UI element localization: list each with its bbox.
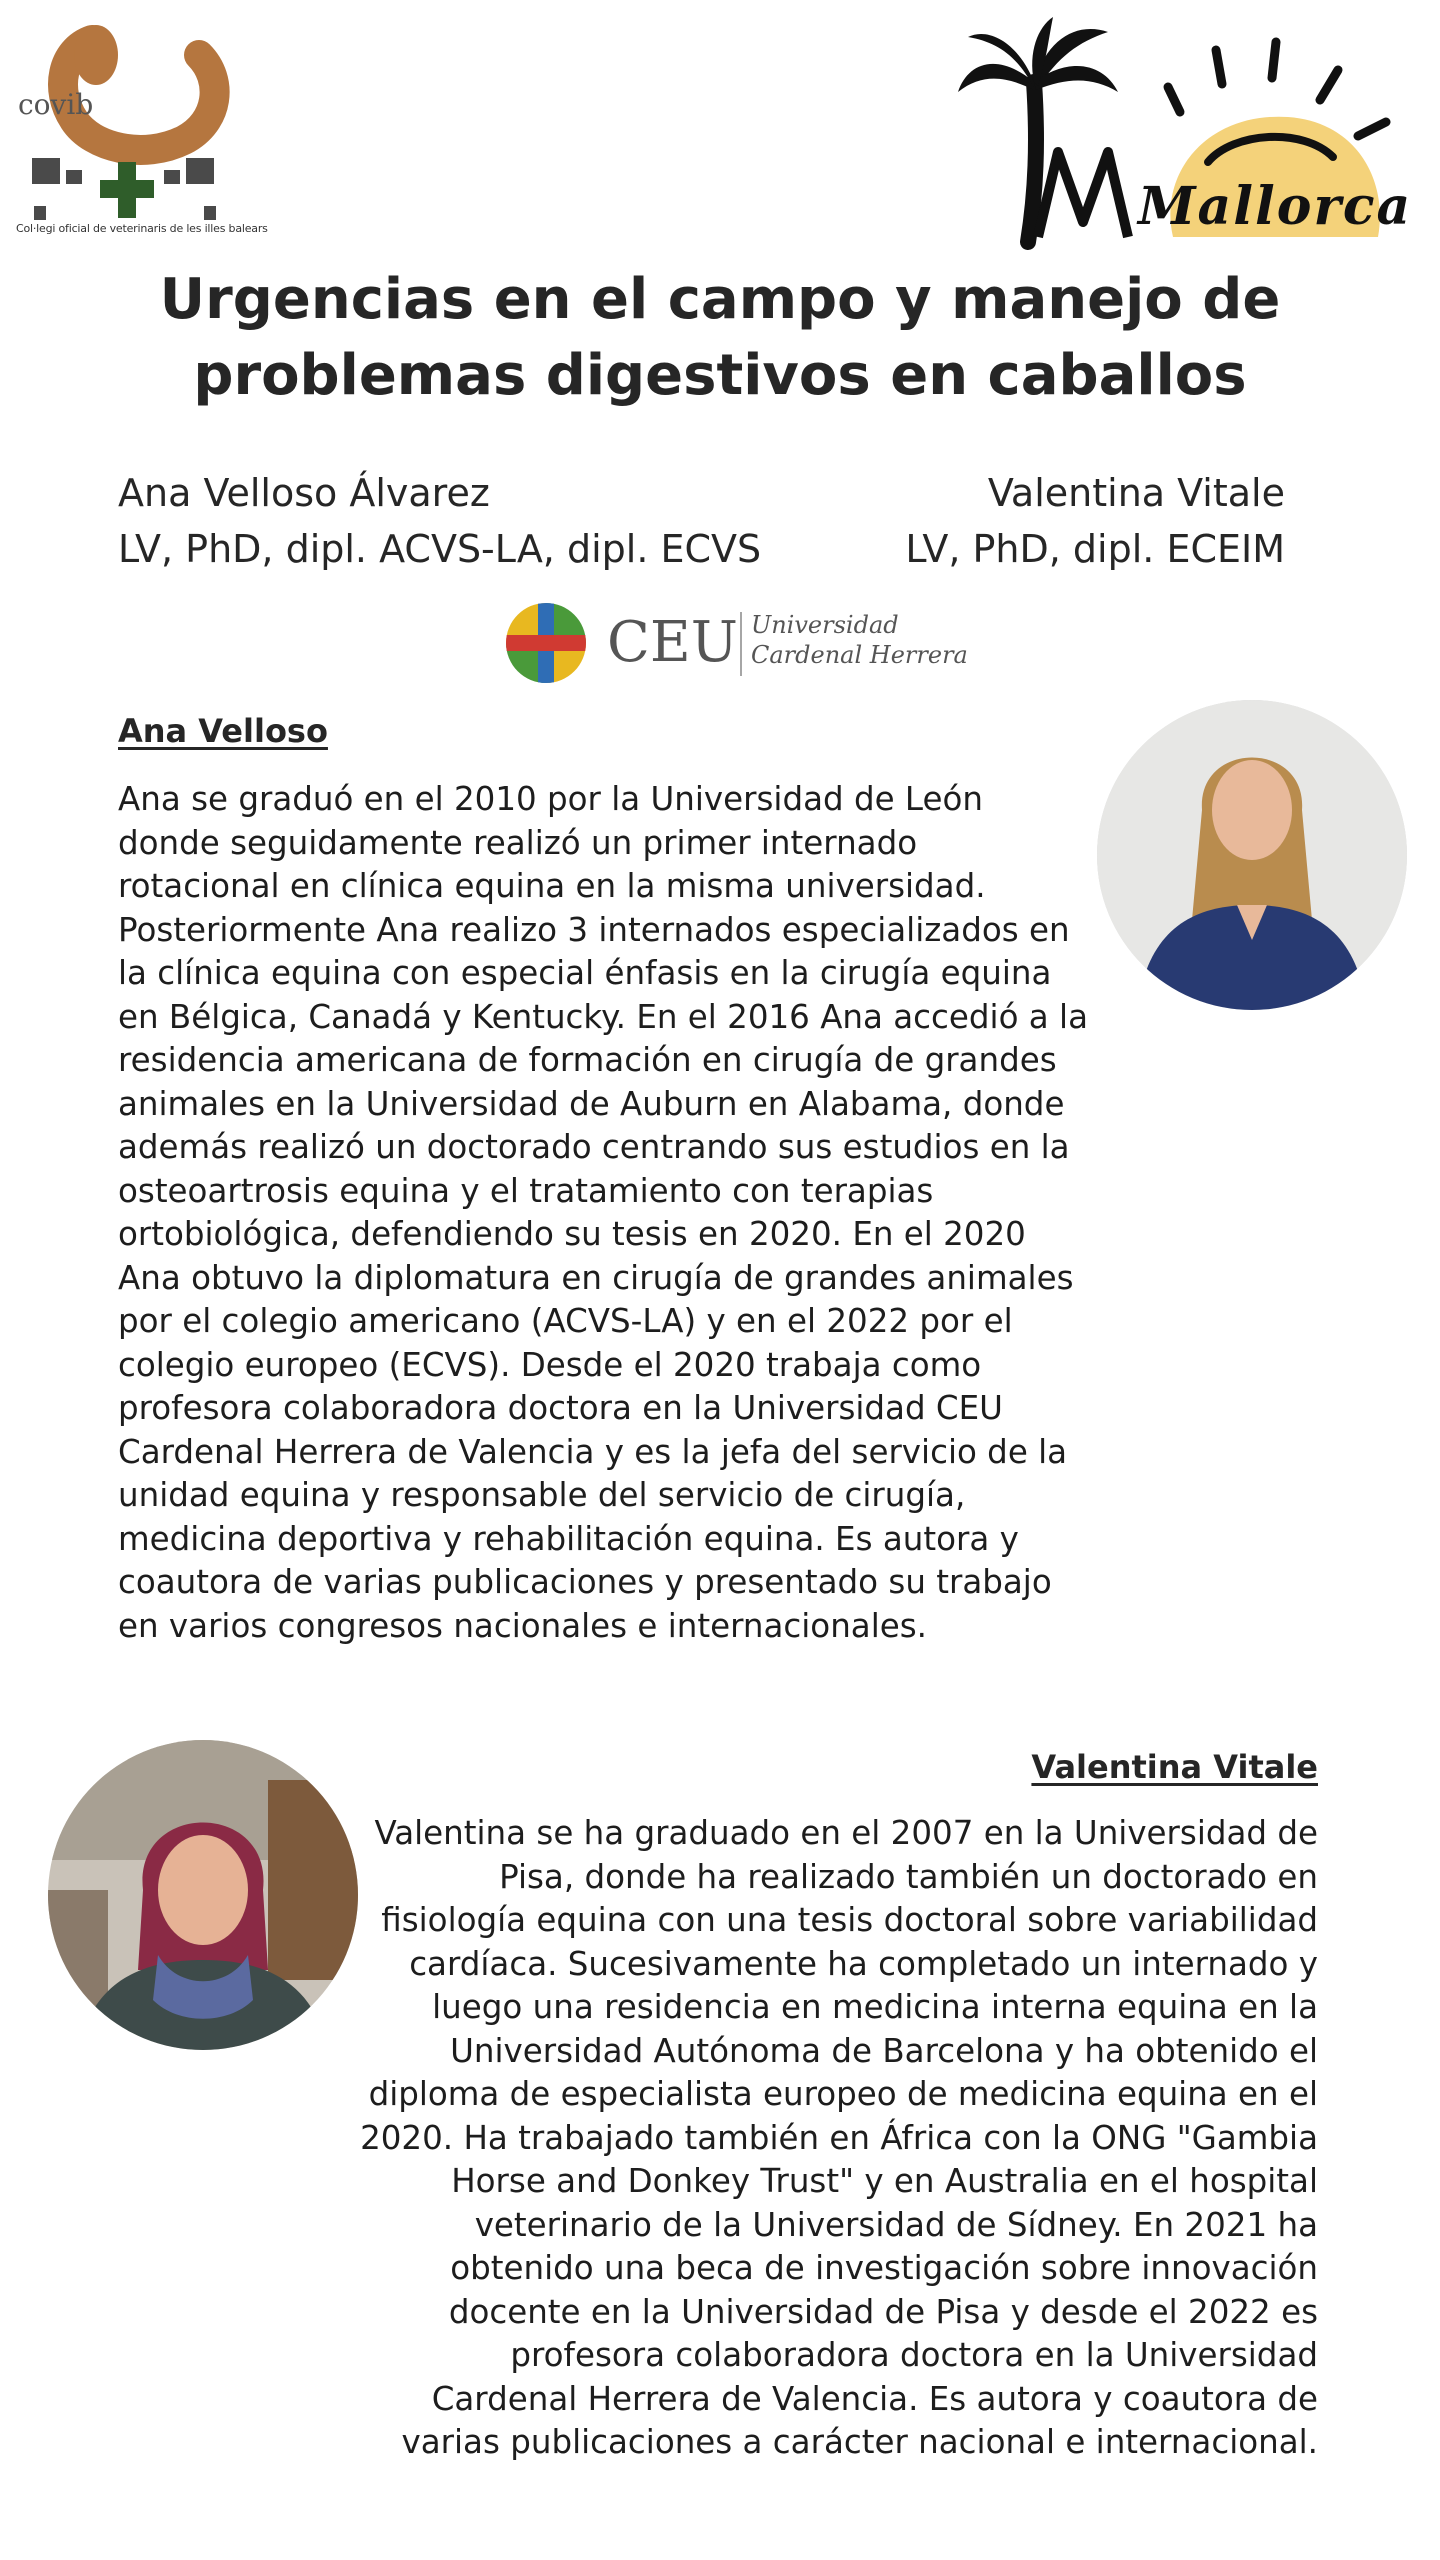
author-2-credentials: LV, PhD, dipl. ECEIM	[905, 527, 1285, 571]
bio-line: Universidad Autónoma de Barcelona y ha obtenido el	[450, 2031, 1318, 2070]
ceu-logo-short: CEU	[607, 610, 738, 675]
bio-line: en varios congresos nacionales e internacionales.	[118, 1606, 927, 1645]
bio-text-ana	[118, 778, 1088, 1648]
bio-line: cardíaca. Sucesivamente ha completado un internado y	[409, 1944, 1318, 1983]
bio-line: luego una residencia en medicina interna equina en la	[432, 1988, 1318, 2026]
bio-line: profesora colaboradora doctora en la Universidad CEU	[118, 1389, 1003, 1427]
title-line-1: Urgencias en el campo y manejo de	[159, 267, 1281, 332]
bio-line: Cardenal Herrera de Valencia. Es autora y coautora de	[431, 2379, 1318, 2418]
bio-line: por el colegio americano (ACVS-LA) y en el 2022 por el	[118, 1302, 1013, 1340]
bio-line: profesora colaboradora doctora en la Universidad	[510, 2336, 1318, 2374]
bio-line: Pisa, donde ha realizado también un doctorado en	[499, 1857, 1318, 1896]
page-title	[70, 262, 1370, 414]
bio-line: rotacional en clínica equina en la misma universidad.	[118, 867, 986, 905]
bio-line: en Bélgica, Canadá y Kentucky. En el 2016 Ana accedió a la	[118, 997, 1088, 1036]
covib-logo-text: covib	[18, 88, 94, 121]
valentina-photo	[48, 1740, 358, 2050]
bio-heading-ana: Ana Velloso	[118, 712, 328, 750]
bio-line: coautora de varias publicaciones y presentado su trabajo	[118, 1563, 1052, 1601]
bio-line: docente en la Universidad de Pisa y desde el 2022 es	[448, 2292, 1318, 2331]
bio-line: ortobiológica, defendiendo su tesis en 2020. En el 2020	[118, 1215, 1026, 1253]
bio-line: osteoartrosis equina y el tratamiento con terapias	[118, 1171, 934, 1210]
bio-line: unidad equina y responsable del servicio de cirugía,	[118, 1476, 966, 1514]
title-line-2: problemas digestivos en caballos	[193, 343, 1247, 408]
bio-line: animales en la Universidad de Auburn en Alabama, donde	[118, 1084, 1065, 1123]
bio-line: medicina deportiva y rehabilitación equina. Es autora y	[118, 1519, 1019, 1558]
author-2-name: Valentina Vitale	[987, 471, 1285, 515]
bio-heading-valentina: Valentina Vitale	[1031, 1748, 1318, 1786]
covib-caption: Col·legi oficial de veterinaris de les illes balears	[16, 222, 268, 235]
bio-line: residencia americana de formación en cirugía de grandes	[118, 1041, 1057, 1079]
bio-line: además realizó un doctorado centrando sus estudios en la	[118, 1128, 1070, 1166]
bio-line: Posteriormente Ana realizo 3 internados especializados en	[118, 910, 1070, 949]
bio-line: la clínica equina con especial énfasis en la cirugía equina	[118, 954, 1052, 992]
bio-line: Ana se graduó en el 2010 por la Universidad de León	[118, 780, 983, 818]
bio-line: colegio europeo (ECVS). Desde el 2020 trabaja como	[118, 1345, 982, 1384]
bio-line: Cardenal Herrera de Valencia y es la jefa del servicio de la	[118, 1432, 1068, 1471]
mallorca-logo-text: Mallorca	[1138, 176, 1413, 237]
covib-logo	[14, 10, 268, 250]
ceu-logo-line-2: Cardenal Herrera	[751, 641, 968, 669]
ceu-logo-name	[751, 610, 968, 670]
ceu-logo	[503, 598, 968, 688]
bio-line: donde seguidamente realizó un primer internado	[118, 823, 918, 862]
bio-line: obtenido una beca de investigación sobre innovación	[450, 2249, 1318, 2287]
bio-line: Horse and Donkey Trust" y en Australia en el hospital	[451, 2162, 1318, 2200]
ana-photo	[1097, 700, 1407, 1010]
bio-line: 2020. Ha trabajado también en África con la ONG "Gambia	[360, 2118, 1318, 2157]
bio-line: varias publicaciones a carácter nacional e internacional.	[401, 2423, 1318, 2461]
bio-line: Ana obtuvo la diplomatura en cirugía de grandes animales	[118, 1258, 1074, 1297]
author-1-name: Ana Velloso Álvarez	[118, 471, 490, 515]
bio-line: veterinario de la Universidad de Sídney. En 2021 ha	[474, 2205, 1318, 2244]
bio-line: diploma de especialista europeo de medicina equina en el	[368, 2075, 1318, 2113]
bio-line: Valentina se ha graduado en el 2007 en la Universidad de	[374, 1814, 1318, 1852]
author-1-credentials: LV, PhD, dipl. ACVS-LA, dipl. ECVS	[118, 527, 762, 571]
bio-line: fisiología equina con una tesis doctoral sobre variabilidad	[381, 1901, 1318, 1939]
bio-text-valentina	[318, 1812, 1318, 2465]
ceu-logo-line-1: Universidad	[751, 611, 899, 639]
